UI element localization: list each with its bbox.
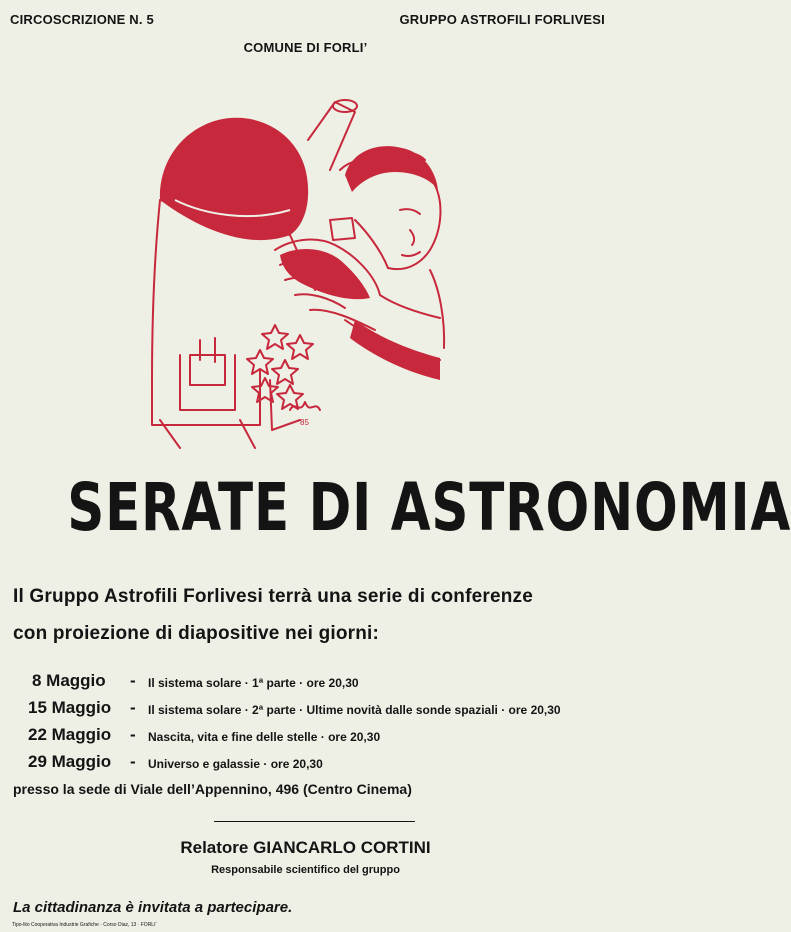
event-dash: - (130, 752, 136, 771)
venue-line: presso la sede di Viale dell’Appennino, 496 (Centro Cinema) (13, 781, 412, 797)
speaker-name: Relatore GIANCARLO CORTINI (180, 838, 431, 857)
telescope-boy-illustration (140, 80, 460, 448)
event-date: 29 Maggio (28, 752, 112, 771)
event-date: 22 Maggio (28, 725, 112, 744)
illustration-signature: 85 (300, 418, 309, 427)
invitation-line: La cittadinanza è invitata a partecipare. (13, 899, 293, 916)
event-description: Il sistema solare · 1ª parte · ore 20,30 (148, 676, 359, 690)
header-circoscrizione: CIRCOSCRIZIONE N. 5 (10, 12, 154, 27)
event-dash: - (130, 671, 136, 690)
event-dash: - (130, 698, 136, 717)
speaker-role: Responsabile scientifico del gruppo (211, 864, 400, 876)
intro-line-2: con proiezione di diapositive nei giorni: (13, 623, 380, 644)
event-dash: - (130, 725, 136, 744)
divider (214, 821, 415, 822)
event-description: Il sistema solare · 2ª parte · Ultime novità dalle sonde spaziali · ore 20,30 (148, 703, 561, 717)
header-comune: COMUNE DI FORLI’ (243, 40, 368, 55)
event-date: 8 Maggio (32, 671, 106, 690)
event-date: 15 Maggio (28, 698, 112, 717)
event-description: Universo e galassie · ore 20,30 (148, 757, 323, 771)
printer-credit: Tipo-lito Cooperativa Industrie Grafiche · Corso Diaz, 13 · FORLI’ (12, 922, 157, 928)
intro-line-1: Il Gruppo Astrofili Forlivesi terrà una serie di conferenze (13, 586, 533, 607)
header-gruppo-astrofili: GRUPPO ASTROFILI FORLIVESI (399, 12, 605, 27)
event-description: Nascita, vita e fine delle stelle · ore 20,30 (148, 730, 381, 744)
poster-title: SERATE DI ASTRONOMIA (67, 469, 791, 546)
